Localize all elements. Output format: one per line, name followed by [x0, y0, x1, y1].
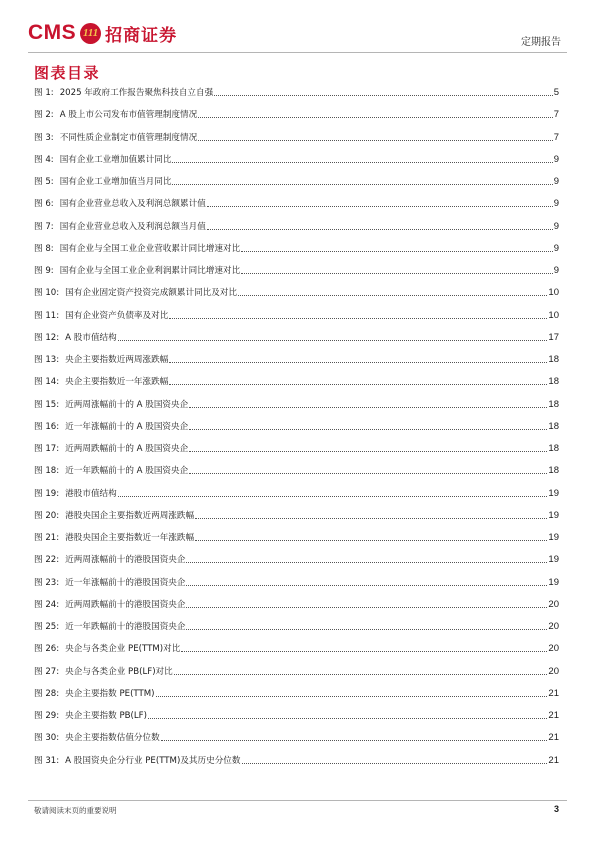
toc-entry-page: 20	[548, 621, 559, 632]
toc-dot-leader	[172, 176, 552, 185]
toc-entry-page: 21	[548, 687, 559, 699]
toc-dot-leader	[189, 421, 547, 430]
toc-entry-label: 图 27:	[34, 666, 60, 677]
toc-entry[interactable]	[34, 443, 559, 465]
toc-entry-page: 17	[548, 331, 559, 343]
toc-entry[interactable]	[34, 310, 559, 332]
toc-entry-title: 2025 年政府工作报告聚焦科技自立自强	[59, 88, 214, 98]
toc-entry-title: 央企主要指数近一年涨跌幅	[65, 377, 169, 388]
toc-dot-leader	[186, 554, 547, 563]
toc-entry-page: 19	[548, 576, 559, 588]
toc-heading: 图表目录	[34, 64, 101, 82]
toc-entry[interactable]	[34, 755, 559, 777]
toc-entry-title: 近两周涨幅前十的港股国资央企	[65, 555, 186, 566]
toc-entry-page: 18	[548, 420, 559, 432]
toc-entry-title: A 股上市公司发布市值管理制度情况	[59, 110, 198, 121]
toc-entry-title: 港股央国企主要指数近一年涨跌幅	[65, 533, 195, 543]
toc-entry-label: 图 6:	[34, 199, 54, 210]
toc-entry-page: 19	[548, 487, 559, 499]
toc-dot-leader	[189, 465, 547, 474]
toc-entry-page: 19	[548, 509, 559, 521]
toc-entry-label: 图 29:	[34, 711, 60, 721]
toc-entry-label: 图 20:	[34, 510, 60, 521]
toc-entry-page: 9	[553, 198, 559, 210]
toc-dot-leader	[174, 666, 548, 675]
toc-entry-page: 18	[548, 398, 559, 410]
toc-entry-page: 9	[553, 242, 559, 254]
toc-entry-page: 9	[553, 265, 559, 276]
toc-entry[interactable]	[34, 243, 559, 265]
toc-entry-label: 图 15:	[34, 399, 60, 410]
toc-entry[interactable]	[34, 732, 559, 754]
toc-entry[interactable]	[34, 399, 559, 421]
toc-entry[interactable]	[34, 221, 559, 243]
toc-dot-leader	[161, 732, 548, 741]
toc-entry-label: 图 1:	[34, 88, 54, 98]
toc-dot-leader	[172, 154, 552, 163]
toc-entry-page: 20	[548, 598, 559, 610]
toc-entry-title: 央企与各类企业 PE(TTM)对比	[65, 644, 181, 655]
toc-dot-leader	[242, 755, 548, 764]
toc-entry-page: 21	[548, 754, 559, 766]
toc-entry-page: 19	[548, 554, 559, 566]
toc-list	[34, 87, 559, 777]
toc-dot-leader	[198, 109, 552, 118]
toc-dot-leader	[156, 688, 548, 697]
toc-entry-title: 港股市值结构	[65, 488, 117, 499]
toc-dot-leader	[118, 332, 548, 341]
toc-dot-leader	[241, 265, 553, 274]
toc-entry-title: 央企主要指数 PB(LF)	[65, 711, 147, 721]
toc-entry-label: 图 14:	[34, 377, 60, 388]
toc-dot-leader	[207, 198, 553, 207]
toc-entry-page: 21	[548, 732, 559, 744]
footer-divider	[28, 800, 567, 801]
toc-entry-label: 图 11:	[34, 310, 60, 321]
toc-entry[interactable]	[34, 376, 559, 398]
toc-entry-page: 20	[548, 665, 559, 677]
toc-entry[interactable]	[34, 332, 559, 354]
toc-entry-title: 国有企业营业总收入及利润总额累计值	[59, 199, 206, 210]
toc-entry-label: 图 16:	[34, 421, 60, 432]
toc-entry-label: 图 8:	[34, 243, 54, 254]
toc-entry-label: 图 18:	[34, 466, 60, 477]
toc-dot-leader	[181, 643, 547, 652]
toc-entry[interactable]	[34, 532, 559, 554]
toc-dot-leader	[189, 443, 547, 452]
toc-dot-leader	[195, 532, 547, 541]
page-number: 3	[553, 804, 559, 814]
toc-entry-title: 国有企业与全国工业企业利润累计同比增速对比	[59, 266, 241, 276]
toc-entry-title: 国有企业固定资产投资完成额累计同比及对比	[65, 288, 238, 299]
logo-cms-text: CMS	[28, 21, 77, 44]
toc-entry-title: 国有企业工业增加值当月同比	[59, 177, 172, 187]
toc-entry[interactable]	[34, 87, 559, 109]
toc-entry-title: 近一年涨幅前十的 A 股国资央企	[65, 421, 189, 432]
toc-dot-leader	[241, 243, 553, 252]
toc-entry[interactable]	[34, 354, 559, 376]
toc-dot-leader	[118, 488, 548, 497]
toc-entry-label: 图 23:	[34, 577, 60, 588]
toc-entry-label: 图 30:	[34, 733, 60, 744]
toc-entry-page: 18	[548, 376, 559, 388]
logo-company-name: 招商证券	[105, 25, 178, 46]
toc-entry-page: 20	[548, 643, 559, 655]
toc-entry[interactable]	[34, 510, 559, 532]
toc-entry-page: 5	[553, 87, 559, 98]
toc-entry-label: 图 10:	[34, 288, 60, 299]
toc-dot-leader	[169, 354, 547, 363]
toc-entry-label: 图 5:	[34, 177, 54, 187]
toc-entry[interactable]	[34, 465, 559, 487]
toc-entry-label: 图 26:	[34, 644, 60, 655]
toc-entry-label: 图 28:	[34, 688, 60, 699]
toc-dot-leader	[186, 577, 547, 586]
toc-entry-title: 近一年跌幅前十的 A 股国资央企	[65, 466, 189, 477]
toc-entry-title: 国有企业工业增加值累计同比	[59, 154, 172, 165]
toc-dot-leader	[214, 87, 552, 96]
toc-entry-label: 图 24:	[34, 599, 60, 610]
toc-entry-page: 18	[548, 443, 559, 454]
toc-entry[interactable]	[34, 577, 559, 599]
toc-entry-title: 国有企业营业总收入及利润总额当月值	[59, 221, 206, 232]
report-type-label: 定期报告	[521, 37, 561, 48]
toc-entry[interactable]	[34, 554, 559, 576]
toc-entry-title: 国有企业与全国工业企业营收累计同比增速对比	[59, 243, 241, 254]
toc-dot-leader	[169, 376, 547, 385]
toc-entry-title: 央企与各类企业 PB(LF)对比	[65, 666, 173, 677]
toc-entry-label: 图 13:	[34, 355, 60, 365]
toc-entry-label: 图 9:	[34, 266, 54, 276]
toc-entry[interactable]	[34, 666, 559, 688]
toc-entry-label: 图 12:	[34, 332, 60, 343]
toc-entry-page: 19	[548, 532, 559, 543]
toc-entry-label: 图 22:	[34, 555, 60, 566]
toc-dot-leader	[186, 621, 547, 630]
toc-entry-page: 10	[548, 309, 559, 321]
toc-entry-page: 10	[548, 287, 559, 299]
toc-entry-label: 图 2:	[34, 110, 54, 121]
toc-entry[interactable]	[34, 198, 559, 220]
toc-dot-leader	[198, 132, 552, 141]
toc-entry-title: A 股市值结构	[65, 332, 117, 343]
toc-dot-leader	[207, 221, 553, 230]
toc-entry-title: 央企主要指数近两周涨跌幅	[65, 355, 169, 365]
toc-entry-page: 9	[553, 220, 559, 232]
footer-disclaimer: 敬请阅读末页的重要说明	[34, 806, 117, 815]
toc-dot-leader	[238, 287, 547, 296]
toc-entry[interactable]	[34, 176, 559, 198]
toc-entry-title: 央企主要指数 PE(TTM)	[65, 688, 155, 699]
toc-entry[interactable]	[34, 265, 559, 287]
toc-entry-title: 不同性质企业制定市值管理制度情况	[59, 132, 198, 143]
toc-entry-page: 18	[548, 354, 559, 365]
toc-dot-leader	[189, 399, 547, 408]
toc-entry-page: 9	[553, 176, 559, 187]
toc-entry-title: 近两周跌幅前十的港股国资央企	[65, 599, 186, 610]
toc-entry[interactable]	[34, 643, 559, 665]
toc-dot-leader	[195, 510, 547, 519]
logo-mark-icon: 111	[80, 23, 101, 44]
toc-entry[interactable]	[34, 132, 559, 154]
toc-entry-label: 图 21:	[34, 533, 60, 543]
toc-entry-label: 图 17:	[34, 444, 60, 454]
toc-entry[interactable]	[34, 688, 559, 710]
toc-entry-page: 7	[553, 109, 559, 121]
toc-dot-leader	[169, 310, 547, 319]
company-logo	[28, 18, 177, 48]
header-divider	[28, 52, 567, 53]
toc-entry-title: 近两周涨幅前十的 A 股国资央企	[65, 399, 189, 410]
toc-entry-title: 央企主要指数估值分位数	[65, 733, 160, 744]
toc-entry[interactable]	[34, 621, 559, 643]
toc-entry[interactable]	[34, 599, 559, 621]
toc-entry-title: 港股央国企主要指数近两周涨跌幅	[65, 510, 195, 521]
toc-entry-page: 7	[553, 131, 559, 143]
toc-entry-label: 图 19:	[34, 488, 60, 499]
toc-entry[interactable]	[34, 109, 559, 131]
toc-entry-title: A 股国资央企分行业 PE(TTM)及其历史分位数	[65, 755, 241, 766]
toc-entry-page: 9	[553, 153, 559, 165]
toc-entry-title: 近一年涨幅前十的港股国资央企	[65, 577, 186, 588]
toc-entry-title: 国有企业资产负债率及对比	[65, 310, 169, 321]
toc-dot-leader	[186, 599, 547, 608]
toc-entry-label: 图 7:	[34, 221, 54, 232]
toc-entry[interactable]	[34, 421, 559, 443]
toc-entry-title: 近两周跌幅前十的 A 股国资央企	[65, 444, 189, 454]
toc-entry[interactable]	[34, 710, 559, 732]
toc-entry-label: 图 31:	[34, 755, 60, 766]
toc-entry-page: 21	[548, 710, 559, 721]
toc-entry-page: 18	[548, 465, 559, 477]
toc-entry-label: 图 25:	[34, 622, 60, 632]
toc-entry[interactable]	[34, 488, 559, 510]
toc-entry-title: 近一年跌幅前十的港股国资央企	[65, 622, 186, 632]
toc-entry-label: 图 3:	[34, 132, 54, 143]
toc-dot-leader	[148, 710, 547, 719]
page-header	[28, 18, 567, 52]
toc-entry[interactable]	[34, 154, 559, 176]
toc-entry[interactable]	[34, 287, 559, 309]
toc-entry-label: 图 4:	[34, 154, 54, 165]
